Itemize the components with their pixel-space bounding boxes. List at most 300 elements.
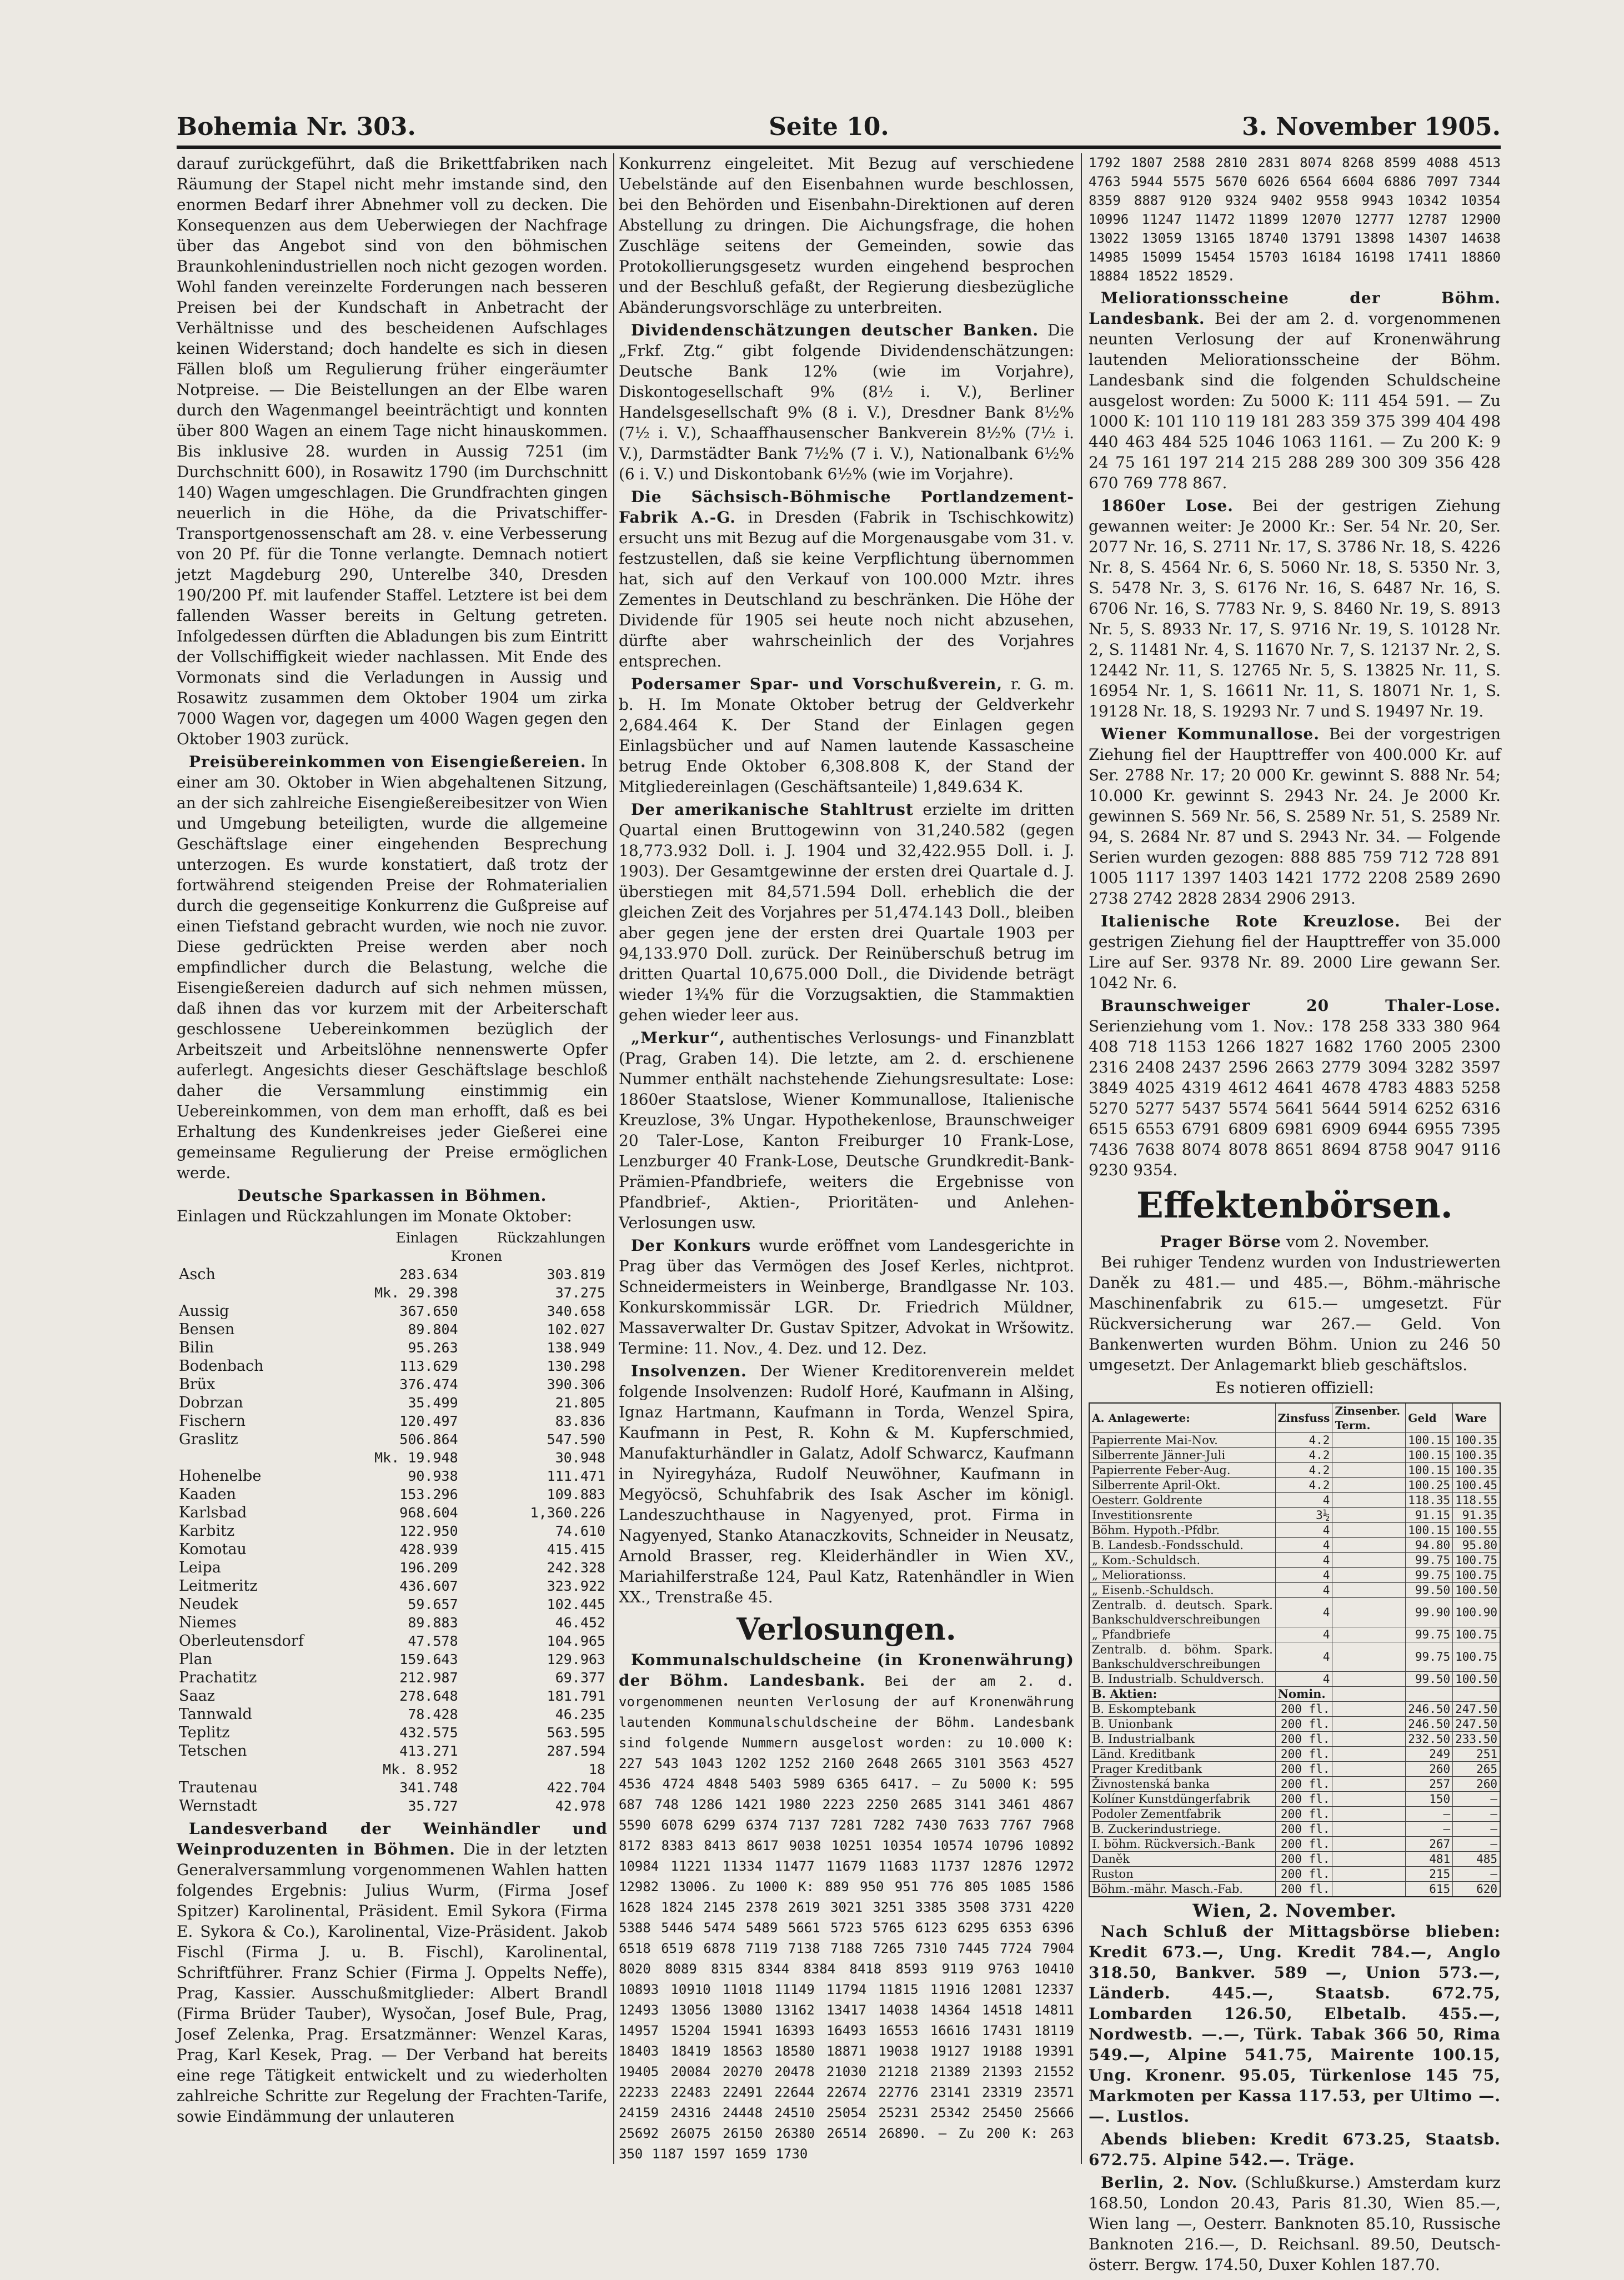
rueckzahlungen-value: 323.922 (547, 1578, 605, 1594)
article-heading: Wiener Kommunallose. (1101, 725, 1320, 743)
interest-term (1332, 1523, 1406, 1538)
security-name: Länd. Kreditbank (1089, 1747, 1275, 1762)
bid-price: 118.35 (1406, 1493, 1453, 1508)
article-text: Bei ruhiger Tendenz wurden von Industriewerten Daněk zu 481.— und 485.—, Böhm.-mährische Maschinenfabrik zu 615.— umgesetzt. Für Rückversicherung war 267.— Geld. Von Bankenwerten wurden Böhm. Union zu 246 50 umgesetzt. Der Anlagemarkt blieb geschäftslos. (1089, 1253, 1501, 1374)
einlagen-value: 376.474 (399, 1376, 458, 1392)
sparkasse-name: Neudek (179, 1596, 238, 1613)
rueckzahlungen-value: 46.452 (555, 1615, 605, 1631)
bid-price: 94.80 (1406, 1538, 1453, 1553)
article-text (177, 1818, 608, 2127)
table-row (1089, 1508, 1500, 1523)
ask-price: 251 (1453, 1747, 1500, 1762)
ask-price: — (1453, 1792, 1500, 1807)
table-row (1089, 1672, 1500, 1687)
security-name: Silberrente Jänner-Juli (1089, 1448, 1275, 1463)
security-name: Böhm. Hypoth.-Pfdbr. (1089, 1523, 1275, 1538)
sparkasse-name: Karlsbad (179, 1504, 247, 1521)
table-row (177, 1577, 608, 1595)
einlagen-value: 968.604 (399, 1505, 458, 1521)
table-row (177, 1394, 608, 1412)
article-text (1089, 911, 1501, 993)
sparkasse-name: Wernstadt (179, 1797, 257, 1815)
article-text: Konkurrenz eingeleitet. Mit Bezug auf verschiedene Uebelstände auf den Eisenbahnen wurde beschlossen, bei den Behörden und Eisenbahn-Direktionen auf deren Abstellung zu dringen. Die Aichungsfrage, die hohen Zuschläge seitens der Gemeinden, sowie das Protokollierungsgesetz wurden eingehend besprochen und der Beschluß gefaßt, der Regierung diesbezügliche Abänderungsvorschläge zu unterbreiten. (619, 154, 1074, 317)
bid-price: 99.75 (1406, 1553, 1453, 1568)
table-row (177, 1504, 608, 1522)
table-row (177, 1430, 608, 1449)
table-row (177, 1412, 608, 1430)
interest-term (1332, 1807, 1406, 1822)
rueckzahlungen-value: 46.235 (555, 1706, 605, 1722)
article-text (619, 1028, 1074, 1233)
article-text: Einlagen und Rückzahlungen im Monate Oktober: (177, 1207, 572, 1225)
article-text (619, 1235, 1074, 1359)
table-row (1089, 1717, 1500, 1732)
sparkasse-name: Kaaden (179, 1486, 237, 1503)
ask-price: 100.75 (1453, 1627, 1500, 1642)
security-name: Investitionsrente (1089, 1508, 1275, 1523)
table-row (177, 1265, 608, 1284)
article-heading: Die Sächsisch-Böhmische Portlandzement-Fabrik A.-G. (619, 488, 1074, 527)
column-2 (619, 153, 1074, 2186)
interest-term (1332, 1433, 1406, 1448)
interest-term (1332, 1583, 1406, 1598)
bid-price: 99.75 (1406, 1642, 1453, 1672)
nominal-value: 200 fl. (1275, 1702, 1332, 1717)
nominal-value: 200 fl. (1275, 1732, 1332, 1747)
einlagen-value: 120.497 (399, 1413, 458, 1429)
interest-term (1332, 1792, 1406, 1807)
rueckzahlungen-value: 83.836 (555, 1413, 605, 1429)
table-row (177, 1320, 608, 1339)
sparkasse-name (177, 1760, 345, 1778)
table-row (1089, 1568, 1500, 1583)
table-row (177, 1797, 608, 1815)
rueckzahlungen-value: 109.883 (547, 1486, 605, 1502)
rueckzahlungen-value: 42.978 (555, 1798, 605, 1814)
interest-term (1332, 1837, 1406, 1852)
sparkasse-name: Leipa (179, 1559, 221, 1576)
nominal-value: 200 fl. (1275, 1822, 1332, 1837)
table-row (1089, 1852, 1500, 1867)
sparkasse-name: Bilin (179, 1339, 214, 1356)
einlagen-value: 341.748 (399, 1780, 458, 1796)
subheading-bold: Prager Börse (1160, 1232, 1281, 1251)
interest-rate: 4.2 (1275, 1433, 1332, 1448)
security-name: Kolíner Kunstdüngerfabrik (1089, 1792, 1275, 1807)
bid-price: 99.75 (1406, 1627, 1453, 1642)
bid-price: 246.50 (1406, 1717, 1453, 1732)
number-list: Bei der am 2. d. vorgenommenen neunten Verlosung der auf Kronenwährung lautenden Kommunalschuldscheine der Böhm. Landesbank sind folgende Nummern ausgelost worden: zu 10.000 K: 227 543 1043 1202 1252 2160 2648 2665 3101 3563 4527 4536 4724 4848 5403 5989 6365 6417. — Zu 5000 K: 595 687 748 1286 1421 1980 2223 2250 2685 3141 3461 4867 5590 6078 6299 6374 7137 7281 7282 7430 7633 7767 7968 8172 8383 8413 8617 9038 10251 10354 10574 10796 10892 10984 11221 11334 11477 11679 11683 11737 12876 12972 12982 13006. Zu 1000 K: 889 950 951 776 805 1085 1586 1628 1824 2145 2378 2619 3021 3251 3385 3508 3731 4220 5388 5446 5474 5489 5661 5723 5765 6123 6295 6353 6396 6518 6519 6878 7119 7138 7188 7265 7310 7445 7724 7904 8020 8089 8315 8344 8384 8418 8593 9119 9763 10410 10893 10910 11018 11149 11794 11815 11916 12081 12337 12493 13056 13080 13162 13417 14038 14364 14518 14811 14957 15204 15941 16393 16493 16553 16616 17431 18119 18403 18419 18563 18580 18871 19038 19127 19188 19391 19405 20084 20270 20478 21030 21218 21389 21393 21552 22233 22483 22491 22644 22674 22776 23141 23319 23571 24159 24316 24448 24510 25054 25231 25342 25450 25666 25692 26075 26150 26380 26514 26890. — Zu 200 K: 263 350 1187 1597 1659 1730 (619, 1673, 1074, 2162)
ask-price: 233.50 (1453, 1732, 1500, 1747)
interest-rate: 4 (1275, 1493, 1332, 1508)
article-heading: Landesverband der Weinhändler und Weinproduzenten in Böhmen. (177, 1820, 608, 1858)
ask-price: 118.55 (1453, 1493, 1500, 1508)
security-name: Oesterr. Goldrente (1089, 1493, 1275, 1508)
nominal-value: 200 fl. (1275, 1852, 1332, 1867)
rueckzahlungen-value: 69.377 (555, 1670, 605, 1686)
interest-term (1332, 1732, 1406, 1747)
einlagen-value: 428.939 (399, 1541, 458, 1557)
article-text (1089, 724, 1501, 909)
ask-price: — (1453, 1867, 1500, 1882)
ask-price: 100.90 (1453, 1598, 1500, 1627)
bid-price: 100.25 (1406, 1478, 1453, 1493)
sparkasse-name: Teplitz (179, 1724, 230, 1741)
interest-term (1332, 1642, 1406, 1672)
sparkasse-name: Tetschen (179, 1742, 247, 1760)
ask-price: 100.55 (1453, 1523, 1500, 1538)
ask-price: 100.35 (1453, 1448, 1500, 1463)
bid-price: 100.15 (1406, 1523, 1453, 1538)
einlagen-value: 122.950 (399, 1523, 458, 1539)
table-row (1089, 1867, 1500, 1882)
einlagen-value: 436.607 (399, 1578, 458, 1594)
table-row (1089, 1642, 1500, 1672)
interest-term (1332, 1717, 1406, 1732)
nominal-value: 200 fl. (1275, 1777, 1332, 1792)
rueckzahlungen-value: 102.027 (547, 1321, 605, 1337)
einlagen-value: 432.575 (399, 1725, 458, 1741)
rueckzahlungen-value: 18 (588, 1761, 605, 1777)
security-name: „ Meliorationss. (1089, 1568, 1275, 1583)
rueckzahlungen-value: 37.275 (555, 1285, 605, 1301)
sparkasse-name: Komotau (179, 1541, 247, 1558)
interest-rate: 4 (1275, 1553, 1332, 1568)
article-body: r. G. m. b. H. Im Monate Oktober betrug der Geldverkehr 2,684.464 K. Der Stand der Einlagen gegen Einlagsbücher und auf Namen lautende Kassascheine betrug Ende Oktober 6,308.808 K, der Stand der Mitgliedereinlagen (Geschäftsanteile) 1,849.634 K. (619, 675, 1074, 796)
article-heading: 1860er Lose. (1101, 497, 1234, 515)
article-heading: Kommunalschuldscheine (in Kronenwährung) der Böhm. Landesbank. (619, 1651, 1074, 1690)
article-body: (Schlußkurse.) Amsterdam kurz 168.50, London 20.43, Paris 81.30, Wien 85.—, Wien lang —, Oesterr. Banknoten 85.10, Russische Banknoten 216.—, D. Reichsanl. 89.50, Deutsch-österr. Bergw. 174.50, Duxer Kohlen 187.70. (1089, 2173, 1501, 2274)
interest-term (1332, 1538, 1406, 1553)
security-name: B. Industrialbank (1089, 1732, 1275, 1747)
column-header: Ware (1453, 1403, 1500, 1433)
rueckzahlungen-value: 181.791 (547, 1688, 605, 1704)
column-header: Rückzahlungen (497, 1230, 605, 1246)
article-heading: Meliorationsscheine der Böhm. Landesbank. (1089, 289, 1501, 328)
sparkasse-name: Oberleutensdorf (179, 1632, 304, 1650)
interest-term (1332, 1627, 1406, 1642)
interest-rate: 4 (1275, 1598, 1332, 1627)
rueckzahlungen-value: 1,360.226 (530, 1505, 605, 1521)
bid-price: 267 (1406, 1837, 1453, 1852)
table-row (177, 1339, 608, 1357)
ask-price: — (1453, 1822, 1500, 1837)
subheading-date: vom 2. November. (1286, 1232, 1430, 1251)
security-name: Živnostenská banka (1089, 1777, 1275, 1792)
ask-price: 100.45 (1453, 1478, 1500, 1493)
table-row (1089, 1762, 1500, 1777)
article-heading: Podersamer Spar- und Vorschußverein, (631, 675, 1003, 693)
article-heading: Wien, 2. November. (1192, 1900, 1397, 1921)
security-name: Böhm.-mähr. Masch.-Fab. (1089, 1882, 1275, 1897)
table-row (177, 1595, 608, 1613)
ask-price: 91.35 (1453, 1508, 1500, 1523)
table-row (177, 1705, 608, 1723)
sparkasse-name: Prachatitz (179, 1669, 257, 1686)
einlagen-value: 159.643 (399, 1651, 458, 1667)
table-row (1089, 1747, 1500, 1762)
interest-rate: 4 (1275, 1523, 1332, 1538)
interest-term (1332, 1822, 1406, 1837)
security-name: Prager Kreditbank (1089, 1762, 1275, 1777)
article-text (619, 1361, 1074, 1607)
interest-term (1332, 1882, 1406, 1897)
bid-price: 91.15 (1406, 1508, 1453, 1523)
einlagen-value: 95.263 (408, 1340, 458, 1356)
bid-price: 99.75 (1406, 1568, 1453, 1583)
bid-price: 99.50 (1406, 1583, 1453, 1598)
einlagen-value: 35.727 (408, 1798, 458, 1814)
security-name: „ Kom.-Schuldsch. (1089, 1553, 1275, 1568)
article-text (1089, 495, 1501, 721)
interest-term (1332, 1852, 1406, 1867)
table-row (1089, 1463, 1500, 1478)
ask-price: — (1453, 1807, 1500, 1822)
header-date: 3. November 1905. (1242, 113, 1501, 141)
article-text (1089, 288, 1501, 493)
table-row (1089, 1807, 1500, 1822)
interest-term (1332, 1553, 1406, 1568)
einlagen-value: 78.428 (408, 1706, 458, 1722)
sparkasse-name: Asch (179, 1266, 215, 1283)
sparkasse-name: Karbitz (179, 1522, 235, 1540)
article-heading: Italienische Rote Kreuzlose. (1101, 912, 1401, 930)
security-name: Papierrente Mai-Nov. (1089, 1433, 1275, 1448)
sparkasse-name: Hohenelbe (179, 1467, 262, 1485)
table-row (1089, 1702, 1500, 1717)
table-row (1089, 1598, 1500, 1627)
header-page-number: Seite 10. (769, 113, 889, 141)
security-name: B. Zuckerindustriege. (1089, 1822, 1275, 1837)
article-body: authentisches Verlosungs- und Finanzblatt (Prag, Graben 14). Die letzte, am 2. d. erschienene Nummer enthält nachstehende Ziehungsresultate: Lose: 1860er Staatslose, Wiener Kommunallose, Italienische Kreuzlose, 3% Ungar. Hypothekenlose, Braunschweiger 20 Taler-Lose, Kanton Freiburger 10 Frank-Lose, Lenzburger 40 Frank-Lose, Deutsche Grundkredit-Bank-Prämien-Pfandbriefe, weiters die Ergebnisse von Pfandbrief-, Aktien-, Prioritäten- und Anlehen-Verlosungen usw. (619, 1029, 1074, 1232)
einlagen-value: 89.804 (408, 1321, 458, 1337)
security-name: B. Eskomptebank (1089, 1702, 1275, 1717)
einlagen-value: 196.209 (399, 1560, 458, 1576)
article-heading: Berlin, 2. Nov. (1101, 2173, 1238, 2192)
article-body: wurde eröffnet vom Landesgerichte in Prag über das Vermögen des Josef Kerles, nichtprot. Schneidermeisters in Weinberge, Brandlgasse Nr. 103. Konkurskommissär LGR. Dr. Friedrich Müldner, Massaverwalter Dr. Gustav Spitzer, Advokat in Wršowitz. Termine: 11. Nov., 4. Dez. und 12. Dez. (619, 1236, 1074, 1357)
table-title: B. Aktien: (1089, 1687, 1275, 1702)
interest-rate: 4 (1275, 1672, 1332, 1687)
column-header: Zinsenber. Term. (1332, 1403, 1406, 1433)
sparkasse-name: Graslitz (179, 1431, 238, 1448)
nominal-value: 200 fl. (1275, 1747, 1332, 1762)
einlagen-value: 278.648 (399, 1688, 458, 1704)
ask-price: 100.75 (1453, 1553, 1500, 1568)
bid-price: 100.15 (1406, 1463, 1453, 1478)
article-body: Bei der vorgestrigen Ziehung fiel der Haupttreffer von 400.000 Kr. auf Ser. 2788 Nr. 17; 20 000 Kr. gewinnt S. 888 Nr. 54; 10.000 Kr. gewinnt S. 2943 Nr. 24. Je 2000 Kr. gewinnen S. 569 Nr. 56, S. 2589 Nr. 51, S. 2589 Nr. 94, S. 2684 Nr. 87 und S. 2943 Nr. 34. — Folgende Serien wurden gezogen: 888 885 759 712 728 891 1005 1117 1397 1403 1421 1772 2208 2589 2690 2738 2742 2828 2834 2906 2913. (1089, 725, 1501, 908)
column-divider (1081, 153, 1082, 2164)
security-name: Daněk (1089, 1852, 1275, 1867)
article-heading: Der Konkurs (631, 1236, 751, 1255)
rueckzahlungen-value: 129.963 (547, 1651, 605, 1667)
table-row (177, 1449, 608, 1467)
table-row (177, 1559, 608, 1577)
table-row (177, 1485, 608, 1504)
interest-term (1332, 1672, 1406, 1687)
nominal-value: 200 fl. (1275, 1867, 1332, 1882)
table-row (177, 1687, 608, 1705)
table-row (177, 1375, 608, 1394)
article-text (177, 751, 608, 1183)
section-title: Effektenbörsen. (1136, 1185, 1453, 1226)
article-heading: Deutsche Sparkassen in Böhmen. (237, 1186, 547, 1205)
article-text (619, 487, 1074, 672)
rueckzahlungen-value: 138.949 (547, 1340, 605, 1356)
article-heading: Braunschweiger 20 Thaler-Lose. (1101, 996, 1501, 1015)
interest-rate: 4 (1275, 1583, 1332, 1598)
sparkasse-name: Bensen (179, 1321, 235, 1338)
table-row (177, 1522, 608, 1540)
article-text (1089, 1921, 1501, 2127)
bid-price: 100.15 (1406, 1448, 1453, 1463)
einlagen-value: 506.864 (399, 1431, 458, 1447)
article-text (1089, 2129, 1501, 2170)
rueckzahlungen-value: 74.610 (555, 1523, 605, 1539)
rueckzahlungen-value: 563.595 (547, 1725, 605, 1741)
einlagen-value: 413.271 (399, 1743, 458, 1759)
article-body: Der Wiener Kreditorenverein meldet folgende Insolvenzen: Rudolf Horé, Kaufmann in Alšing, Ignaz Hartmann, Kaufmann in Torda, Wenzel Spira, Kaufmann in Pest, R. Kohn & M. Kupferschmied, Manufakturhändler in Galatz, Adolf Schwarcz, Kaufmann in Nyiregyháza, Rudolf Neuwöhner, Kaufmann in Megyöcsö, Schuhfabrik des Isak Ascher im königl. Landeszuchthause in Nagyenyed, prot. Firma in Nagyenyed, Stanko Atanaczkovits, Schneider in Neusatz, Arnold Brasser, reg. Kleiderhändler in Wien XV., Mariahilferstraße 124, Paul Katz, Ratenhändler in Wien XX., Trenstraße 45. (619, 1362, 1074, 1606)
bid-price: — (1406, 1822, 1453, 1837)
interest-rate: 4 (1275, 1627, 1332, 1642)
table-row (177, 1760, 608, 1778)
table-row (1089, 1538, 1500, 1553)
ask-price: 100.35 (1453, 1433, 1500, 1448)
table-row (1089, 1882, 1500, 1897)
table-row (1089, 1433, 1500, 1448)
table-title: A. Anlagewerte: (1089, 1403, 1275, 1433)
sparkasse-name: Plan (179, 1651, 213, 1668)
article-body: erzielte im dritten Quartal einen Bruttogewinn von 31,240.582 (gegen 18,773.932 Doll. i. J. 1904 und 32,422.955 Doll. i. J. 1903). Der Gesamtgewinne der ersten drei Quartale d. J. überstiegen mit 84,571.594 Doll. erheblich die der gleichen Zeit des Vorjahres per 51,474.143 Doll., bleiben aber gegen jene der ersten drei Quartale 1903 per 94,133.970 Doll. zurück. Der Reinüberschuß betrug im dritten Quartal 10,675.000 Doll., die Dividende beträgt wieder 1¾% für die Vorzugsaktien, die Stammaktien gehen wieder leer aus. (619, 800, 1075, 1024)
einlagen-value: Mk. 29.398 (374, 1285, 458, 1301)
header-rule (177, 146, 1501, 149)
table-row (1089, 1523, 1500, 1538)
table-row (177, 1540, 608, 1559)
sparkasse-name: Bodenbach (179, 1357, 264, 1375)
ask-price: 260 (1453, 1777, 1500, 1792)
header-title: Bohemia Nr. 303. (177, 113, 416, 141)
rueckzahlungen-value: 422.704 (547, 1780, 605, 1796)
bid-price: 232.50 (1406, 1732, 1453, 1747)
rueckzahlungen-value: 130.298 (547, 1358, 605, 1374)
table-row (177, 1467, 608, 1485)
einlagen-value: 35.499 (408, 1395, 458, 1411)
interest-rate: 4 (1275, 1642, 1332, 1672)
sparkasse-name (177, 1449, 345, 1467)
nominal-value: 200 fl. (1275, 1837, 1332, 1852)
security-name: B. Landesb.-Fondsschuld. (1089, 1538, 1275, 1553)
security-name: Zentralb. d. böhm. Spark. Bankschuldverschreibungen (1089, 1642, 1275, 1672)
interest-term (1332, 1777, 1406, 1792)
einlagen-value: 59.657 (408, 1596, 458, 1612)
nominal-value: 200 fl. (1275, 1807, 1332, 1822)
ask-price: 100.50 (1453, 1583, 1500, 1598)
einlagen-value: 47.578 (408, 1633, 458, 1649)
einlagen-value: 153.296 (399, 1486, 458, 1502)
security-name: Silberrente April-Okt. (1089, 1478, 1275, 1493)
bid-price: 100.15 (1406, 1433, 1453, 1448)
column-header: Geld (1406, 1403, 1453, 1433)
column-header: Nomin. (1275, 1687, 1332, 1702)
ask-price: 100.50 (1453, 1672, 1500, 1687)
subheading: Es notieren offiziell: (1215, 1379, 1374, 1397)
bid-price: — (1406, 1807, 1453, 1822)
einlagen-value: 90.938 (408, 1468, 458, 1484)
interest-rate: 3½ (1275, 1508, 1332, 1523)
security-name: I. böhm. Rückversich.-Bank (1089, 1837, 1275, 1852)
rueckzahlungen-value: 415.415 (547, 1541, 605, 1557)
article-heading: Dividendenschätzungen deutscher Banken. (631, 321, 1039, 339)
sparkasse-name: Fischern (179, 1412, 246, 1430)
sparkasse-name: Trautenau (179, 1779, 258, 1796)
ask-price: — (1453, 1837, 1500, 1852)
nominal-value: 200 fl. (1275, 1882, 1332, 1897)
rueckzahlungen-value: 21.805 (555, 1395, 605, 1411)
page-header (177, 106, 1501, 141)
table-row (1089, 1627, 1500, 1642)
article-body: Bei der gestrigen Ziehung gewannen weiter: Je 2000 Kr.: Ser. 54 Nr. 20, Ser. 2077 Nr. 16, S. 2711 Nr. 17, S. 3786 Nr. 18, S. 4226 Nr. 8, S. 4564 Nr. 6, S. 5060 Nr. 18, S. 5350 Nr. 3, S. 5478 Nr. 3, S. 6176 Nr. 16, S. 6487 Nr. 16, S. 6706 Nr. 16, S. 7783 Nr. 9, S. 8460 Nr. 19, S. 8913 Nr. 5, S. 8933 Nr. 17, S. 9716 Nr. 19, S. 10128 Nr. 2, S. 11481 Nr. 4, S. 11670 Nr. 7, S. 12137 Nr. 2, S. 12442 Nr. 11, S. 12765 Nr. 5, S. 13825 Nr. 11, S. 16954 Nr. 1, S. 16611 Nr. 11, S. 18071 Nr. 1, S. 19128 Nr. 18, S. 19293 Nr. 7 und S. 19497 Nr. 19. (1089, 497, 1501, 720)
sparkasse-name: Niemes (179, 1614, 237, 1631)
bid-price: 260 (1406, 1762, 1453, 1777)
security-name: Ruston (1089, 1867, 1275, 1882)
column-header: Einlagen (395, 1230, 458, 1246)
table-row (177, 1357, 608, 1375)
article-body: in Dresden (Fabrik in Tschischkowitz) ersucht uns mit Bezug auf die Morgenausgabe vom 31. v. festzustellen, daß sie keine Verpflichtung übernommen hat, sich auf den Verkauf von 100.000 Mztr. ihres Zementes in Deutschland zu beschränken. Die Höhe der Dividende für 1905 sei heute noch nicht abzusehen, dürfte aber wahrscheinlich der des Vorjahres entsprechen. (619, 508, 1074, 670)
article-body: Die „Frkf. Ztg.“ gibt folgende Dividendenschätzungen: Deutsche Bank 12% (wie im Vorjahre), Diskontogesellschaft 9% (8½ i. V.), Berliner Handelsgesellschaft 9% (8 i. V.), Dresdner Bank 8½% (7½ i. V.), Schaaffhausenscher Bankverein 8½% (7½ i. V.), Darmstädter Bank 7½% (7 i. V.), Nationalbank 6½% (6 i. V.) und Diskontobank 6½% (wie im Vorjahre). (619, 321, 1074, 483)
interest-term (1332, 1448, 1406, 1463)
article-text (1089, 2172, 1501, 2275)
interest-term (1332, 1478, 1406, 1493)
sparkasse-name: Leitmeritz (179, 1577, 258, 1595)
sparkasse-name: Dobrzan (179, 1394, 243, 1411)
article-heading: Insolvenzen. (631, 1362, 747, 1380)
bid-price: 481 (1406, 1852, 1453, 1867)
einlagen-value: 367.650 (399, 1303, 458, 1319)
article-text (619, 799, 1074, 1025)
table-row (177, 1650, 608, 1668)
interest-term (1332, 1762, 1406, 1777)
table-row (1089, 1553, 1500, 1568)
rueckzahlungen-value: 303.819 (547, 1266, 605, 1282)
sparkasse-name: Aussig (179, 1302, 229, 1320)
column-3 (1089, 153, 1501, 2274)
rueckzahlungen-value: 30.948 (555, 1450, 605, 1466)
article-body: Bei der gestrigen Ziehung fiel der Haupttreffer von 35.000 Lire auf Ser. 9378 Nr. 89. 2000 Lire gewann Ser. 1042 Nr. 6. (1089, 912, 1501, 992)
ask-price: 620 (1453, 1882, 1500, 1897)
table-row (1089, 1837, 1500, 1852)
einlagen-value: Mk. 8.952 (383, 1761, 458, 1777)
security-name: „ Eisenb.-Schuldsch. (1089, 1583, 1275, 1598)
rueckzahlungen-value: 111.471 (547, 1468, 605, 1484)
interest-rate: 4.2 (1275, 1478, 1332, 1493)
einlagen-value: Mk. 19.948 (374, 1450, 458, 1466)
interest-term (1332, 1598, 1406, 1627)
article-text (619, 1650, 1074, 2163)
article-body: Kredit 673.—, Ung. Kredit 784.—, Anglo 318.50, Bankver. 589 —, Union 573.—, Länderb. 445.—, Staatsb. 672.75, Lombarden 126.50, Elbetalb. 455.—, Nordwestb. —.—, Türk. Tabak 366 50, Rima 549.—, Alpine 541.75, Mairente 100.15, Ung. Kronenr. 95.05, Türkenlose 145 75, Markmoten per Kassa 117.53, per Ultimo —.—. Lustlos. (1089, 1943, 1501, 2126)
column-header: Zinsfuss (1275, 1403, 1332, 1433)
security-name: B. Unionbank (1089, 1717, 1275, 1732)
rueckzahlungen-value: 547.590 (547, 1431, 605, 1447)
einlagen-value: 89.883 (408, 1615, 458, 1631)
subheading (1089, 1231, 1501, 1252)
ask-price: 95.80 (1453, 1538, 1500, 1553)
table-row (1089, 1493, 1500, 1508)
sparkassen-table (177, 1229, 608, 1815)
table-row (177, 1778, 608, 1797)
number-list: 1792 1807 2588 2810 2831 8074 8268 8599 4088 4513 4763 5944 5575 5670 6026 6564 6604 6886 7097 7344 8359 8887 9120 9324 9402 9558 9943 10342 10354 10996 11247 11472 11899 12070 12777 12787 12900 13022 13059 13165 18740 13791 13898 14307 14638 14985 15099 15454 15703 16184 16198 17411 18860 18884 18522 18529. (1089, 155, 1501, 284)
einlagen-value: 212.987 (399, 1670, 458, 1686)
einlagen-value: 283.634 (399, 1266, 458, 1282)
article-body: Bei der am 2. d. vorgenommenen neunten Verlosung der auf Kronenwährung lautenden Meliorationsscheine der Böhm. Landesbank sind die folgenden Schuldscheine ausgelost worden: Zu 5000 K: 111 454 591. — Zu 1000 K: 101 110 119 181 283 359 375 399 404 498 440 463 484 525 1046 1063 1161. — Zu 200 K: 9 24 75 161 197 214 215 288 289 300 309 356 428 670 769 778 867. (1089, 309, 1501, 492)
